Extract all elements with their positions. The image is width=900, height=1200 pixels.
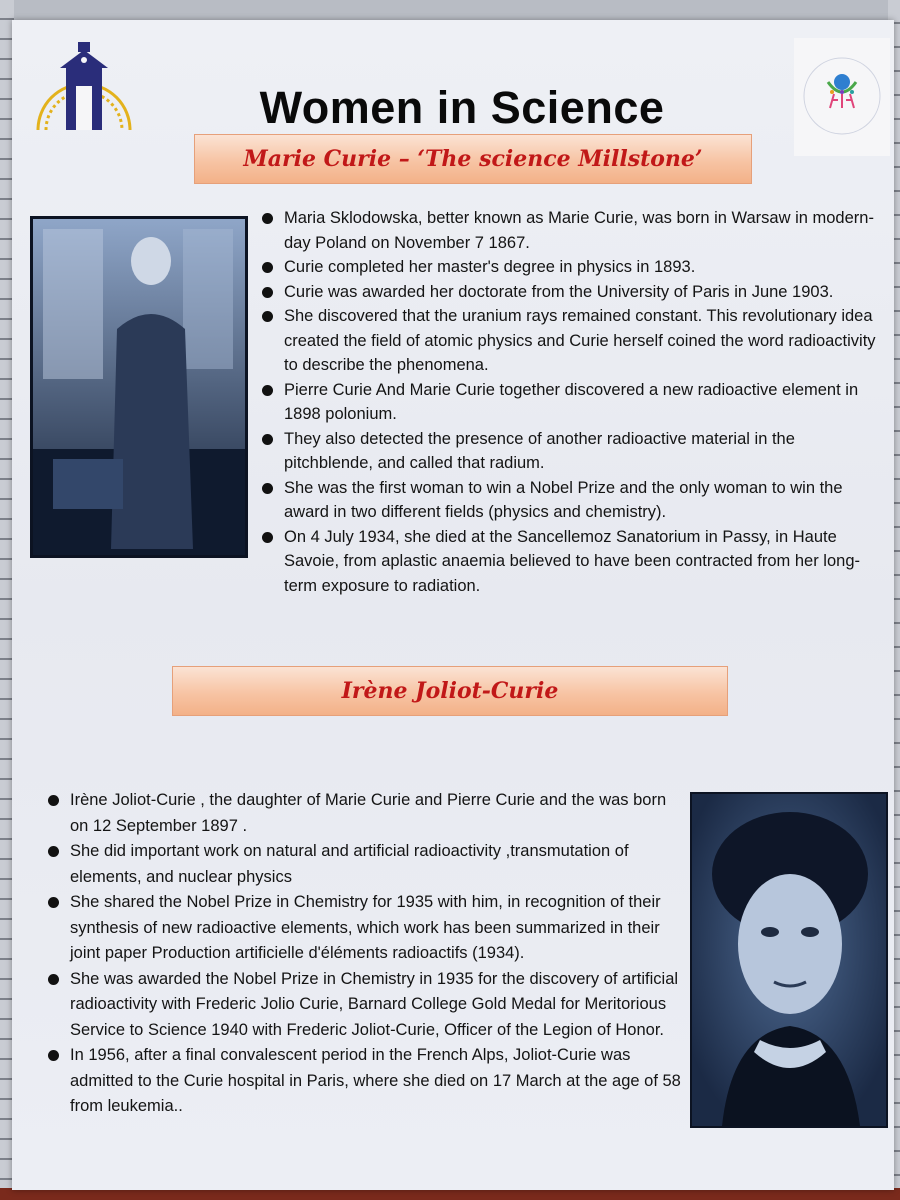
list-item: Curie completed her master's degree in physics in 1893. [260,255,880,280]
bullet-dot-icon [262,311,273,322]
list-item: Curie was awarded her doctorate from the University of Paris in June 1903. [260,280,880,305]
irene-joliot-curie-photo [690,792,888,1128]
bullet-dot-icon [262,385,273,396]
irene-joliot-curie-facts [46,788,686,1120]
list-item: On 4 July 1934, she died at the Sancellemoz Sanatorium in Passy, in Haute Savoie, from aplastic anaemia believed to have been contracted from her long- term exposure to radiation. [260,525,880,599]
bullet-dot-icon [48,974,59,985]
bullet-dot-icon [262,287,273,298]
bullet-dot-icon [48,795,59,806]
bullet-dot-icon [262,262,273,273]
list-item: In 1956, after a final convalescent period in the French Alps, Joliot-Curie was admitted to the Curie hospital in Paris, where she died on 17 March at the age of 58 from leukemia.. [46,1043,686,1120]
bullet-dot-icon [262,532,273,543]
bullet-dot-icon [262,483,273,494]
planet-50-50-logo-icon [794,38,890,156]
list-item: Irène Joliot-Curie , the daughter of Marie Curie and Pierre Curie and the was born on 12 September 1897 . [46,788,686,839]
bullet-dot-icon [262,213,273,224]
bullet-dot-icon [48,846,59,857]
marie-curie-photo [30,216,248,558]
bullet-dot-icon [48,1050,59,1061]
poster-board [12,20,894,1190]
list-item: She was the first woman to win a Nobel Prize and the only woman to win the award in two different fields (physics and chemistry). [260,476,880,525]
list-item: She discovered that the uranium rays remained constant. This revolutionary idea created the field of atomic physics and Curie herself coined the word radioactivity to describe the phenomena. [260,304,880,378]
institute-logo-icon [28,38,140,156]
list-item: They also detected the presence of another radioactive material in the pitchblende, and called that radium. [260,427,880,476]
list-item: She was awarded the Nobel Prize in Chemistry in 1935 for the discovery of artificial radioactivity with Frederic Jolio Curie, Barnard College Gold Medal for Meritorious Service to Science 1940 with Frederic Joliot-Curie, Officer of the Legion of Honor. [46,967,686,1044]
marie-curie-facts [260,206,880,598]
bullet-dot-icon [262,434,273,445]
list-item: Maria Sklodowska, better known as Marie Curie, was born in Warsaw in modern-day Poland on November 7 1867. [260,206,880,255]
bullet-dot-icon [48,897,59,908]
irene-joliot-curie-heading: Irène Joliot-Curie [172,666,728,716]
list-item: She did important work on natural and artificial radioactivity ,transmutation of elements, and nuclear physics [46,839,686,890]
marie-curie-heading: Marie Curie – ‘The science Millstone’ [194,134,752,184]
list-item: Pierre Curie And Marie Curie together discovered a new radioactive element in 1898 polonium. [260,378,880,427]
poster-title: Women in Science [259,82,665,133]
list-item: She shared the Nobel Prize in Chemistry for 1935 with him, in recognition of their synthesis of new radioactive elements, which work has been summarized in their joint paper Production artificielle d'éléments radioactifs (1934). [46,890,686,967]
